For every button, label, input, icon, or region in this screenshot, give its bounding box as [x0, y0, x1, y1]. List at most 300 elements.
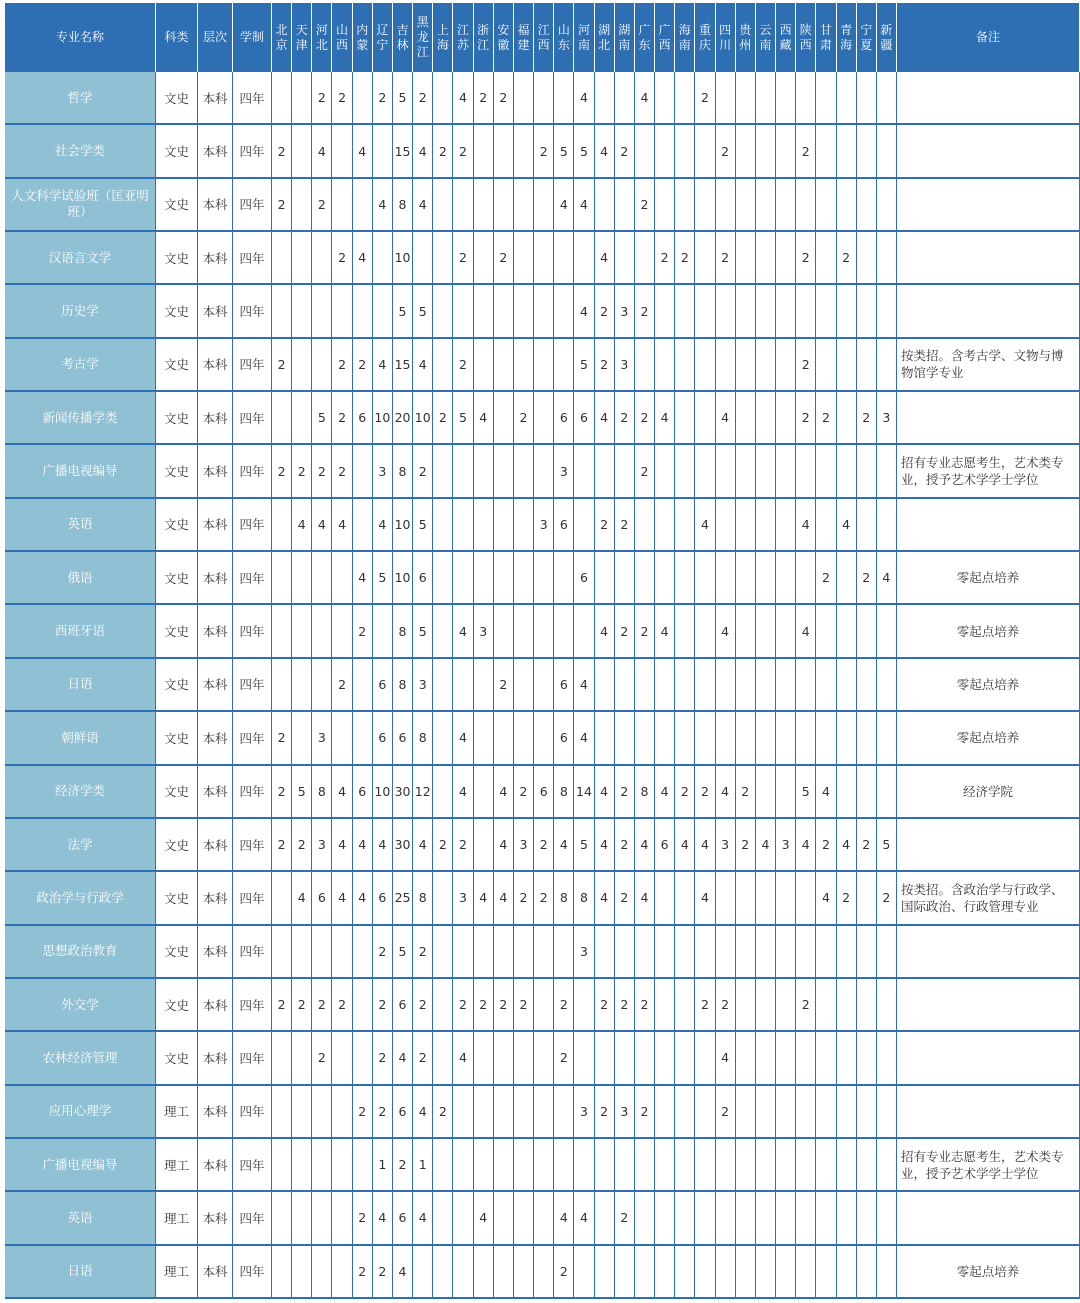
quota-cell: 4 [655, 766, 675, 819]
quota-cell: 2 [837, 872, 857, 925]
major-category: 文史 [156, 659, 198, 712]
quota-cell [514, 1246, 534, 1299]
quota-cell: 4 [635, 72, 655, 125]
quota-cell [353, 926, 373, 979]
quota-cell [736, 605, 756, 658]
quota-cell: 5 [453, 392, 473, 445]
quota-cell [615, 1032, 635, 1085]
quota-cell [292, 659, 312, 712]
quota-cell [514, 72, 534, 125]
quota-cell [877, 339, 897, 392]
major-duration: 四年 [233, 339, 272, 392]
quota-cell [534, 339, 554, 392]
quota-cell: 3 [615, 285, 635, 338]
quota-cell [736, 712, 756, 765]
quota-cell [312, 1246, 332, 1299]
quota-cell [312, 552, 332, 605]
quota-cell [816, 979, 836, 1032]
major-name: 法学 [5, 819, 156, 872]
remark-cell [897, 1086, 1080, 1139]
quota-cell: 3 [716, 819, 736, 872]
major-duration: 四年 [233, 766, 272, 819]
quota-cell [353, 979, 373, 1032]
quota-cell: 2 [796, 232, 816, 285]
remark-cell: 经济学院 [897, 766, 1080, 819]
quota-cell [877, 659, 897, 712]
major-duration: 四年 [233, 1246, 272, 1299]
quota-cell [373, 125, 393, 178]
quota-cell [736, 285, 756, 338]
quota-cell: 5 [292, 766, 312, 819]
quota-cell [332, 1032, 352, 1085]
quota-cell [857, 72, 877, 125]
quota-cell: 4 [716, 766, 736, 819]
quota-cell: 2 [332, 232, 352, 285]
quota-cell [776, 72, 796, 125]
major-category: 文史 [156, 926, 198, 979]
header-province: 云南 [756, 3, 776, 72]
header-province: 黑龙江 [413, 3, 433, 72]
quota-cell: 2 [514, 392, 534, 445]
quota-cell [332, 179, 352, 232]
quota-cell [655, 1192, 675, 1245]
quota-cell [332, 1086, 352, 1139]
quota-cell [877, 1192, 897, 1245]
quota-cell: 2 [494, 979, 514, 1032]
quota-cell: 4 [574, 659, 594, 712]
quota-cell: 4 [816, 872, 836, 925]
quota-cell [675, 1192, 695, 1245]
quota-cell: 10 [393, 499, 413, 552]
quota-cell [433, 979, 453, 1032]
quota-cell [776, 285, 796, 338]
quota-cell [474, 499, 494, 552]
quota-cell [433, 926, 453, 979]
quota-cell: 2 [695, 72, 715, 125]
quota-cell [595, 926, 615, 979]
quota-cell: 5 [574, 339, 594, 392]
quota-cell [816, 926, 836, 979]
quota-cell: 6 [393, 1192, 413, 1245]
quota-cell [776, 339, 796, 392]
quota-cell [272, 1086, 292, 1139]
quota-cell: 4 [574, 179, 594, 232]
quota-cell [837, 659, 857, 712]
quota-cell [494, 125, 514, 178]
quota-cell [272, 1139, 292, 1192]
quota-cell [494, 926, 514, 979]
quota-cell: 4 [494, 819, 514, 872]
quota-cell: 4 [332, 766, 352, 819]
quota-cell [736, 1032, 756, 1085]
quota-cell [675, 659, 695, 712]
header-province: 河南 [574, 3, 594, 72]
quota-cell [695, 659, 715, 712]
quota-cell [756, 605, 776, 658]
quota-cell [877, 712, 897, 765]
quota-cell: 2 [857, 552, 877, 605]
quota-cell [776, 766, 796, 819]
major-name: 日语 [5, 659, 156, 712]
quota-cell [433, 712, 453, 765]
quota-cell [816, 232, 836, 285]
quota-cell: 3 [514, 819, 534, 872]
quota-cell [776, 232, 796, 285]
remark-cell [897, 72, 1080, 125]
header-province: 湖北 [595, 3, 615, 72]
quota-cell: 8 [554, 872, 574, 925]
header-province: 辽宁 [373, 3, 393, 72]
quota-cell [716, 1246, 736, 1299]
major-name: 考古学 [5, 339, 156, 392]
quota-cell: 2 [272, 979, 292, 1032]
quota-cell: 6 [353, 766, 373, 819]
major-category: 文史 [156, 605, 198, 658]
quota-cell: 2 [514, 766, 534, 819]
quota-cell: 2 [373, 926, 393, 979]
major-category: 文史 [156, 285, 198, 338]
quota-cell [514, 232, 534, 285]
quota-cell: 8 [393, 179, 413, 232]
major-name: 经济学类 [5, 766, 156, 819]
major-duration: 四年 [233, 926, 272, 979]
quota-cell [695, 552, 715, 605]
quota-cell [736, 179, 756, 232]
quota-cell [514, 605, 534, 658]
quota-cell: 6 [655, 819, 675, 872]
quota-cell: 2 [716, 979, 736, 1032]
quota-cell: 2 [433, 125, 453, 178]
major-name: 俄语 [5, 552, 156, 605]
quota-cell [453, 1246, 473, 1299]
quota-cell: 2 [272, 179, 292, 232]
quota-cell: 8 [413, 872, 433, 925]
major-category: 文史 [156, 232, 198, 285]
quota-cell [756, 1086, 776, 1139]
major-duration: 四年 [233, 499, 272, 552]
quota-cell: 4 [716, 605, 736, 658]
remark-cell: 零起点培养 [897, 1246, 1080, 1299]
quota-cell: 4 [413, 339, 433, 392]
quota-cell: 5 [413, 499, 433, 552]
major-name: 朝鲜语 [5, 712, 156, 765]
quota-cell [877, 766, 897, 819]
quota-cell [736, 872, 756, 925]
major-category: 文史 [156, 766, 198, 819]
header-province: 宁夏 [857, 3, 877, 72]
quota-cell [574, 1032, 594, 1085]
quota-cell: 2 [292, 819, 312, 872]
quota-cell: 2 [453, 819, 473, 872]
quota-cell [514, 659, 534, 712]
quota-cell: 2 [413, 445, 433, 498]
quota-cell: 2 [272, 125, 292, 178]
quota-cell [776, 552, 796, 605]
quota-cell [312, 1139, 332, 1192]
quota-cell [837, 72, 857, 125]
header-province: 贵州 [736, 3, 756, 72]
quota-cell [716, 179, 736, 232]
quota-cell: 4 [816, 766, 836, 819]
major-category: 文史 [156, 872, 198, 925]
quota-cell: 4 [716, 392, 736, 445]
quota-cell: 2 [857, 819, 877, 872]
major-name: 英语 [5, 499, 156, 552]
quota-cell [373, 232, 393, 285]
remark-cell [897, 392, 1080, 445]
quota-cell: 4 [373, 179, 393, 232]
quota-cell [474, 712, 494, 765]
quota-cell: 8 [393, 445, 413, 498]
major-duration: 四年 [233, 1139, 272, 1192]
quota-cell: 4 [373, 499, 393, 552]
quota-cell [695, 125, 715, 178]
quota-cell [756, 232, 776, 285]
header-province: 青海 [837, 3, 857, 72]
quota-cell [857, 872, 877, 925]
quota-cell [474, 125, 494, 178]
major-category: 文史 [156, 819, 198, 872]
quota-cell [433, 605, 453, 658]
quota-cell [756, 179, 776, 232]
quota-cell: 4 [453, 712, 473, 765]
quota-cell: 2 [373, 1246, 393, 1299]
header-remark: 备注 [897, 3, 1080, 72]
quota-cell: 4 [413, 125, 433, 178]
major-duration: 四年 [233, 72, 272, 125]
header-province: 甘肃 [816, 3, 836, 72]
header-duration: 学制 [233, 3, 272, 72]
quota-cell: 2 [554, 979, 574, 1032]
quota-cell: 4 [453, 605, 473, 658]
quota-cell: 4 [393, 1032, 413, 1085]
quota-cell: 1 [373, 1139, 393, 1192]
header-level: 层次 [198, 3, 233, 72]
quota-cell: 4 [716, 1032, 736, 1085]
major-level: 本科 [198, 285, 233, 338]
quota-cell [595, 179, 615, 232]
quota-cell: 4 [332, 872, 352, 925]
major-category: 文史 [156, 979, 198, 1032]
quota-cell [635, 339, 655, 392]
quota-cell: 2 [675, 232, 695, 285]
quota-cell [635, 1139, 655, 1192]
quota-cell [635, 552, 655, 605]
quota-cell: 4 [554, 179, 574, 232]
quota-cell [514, 445, 534, 498]
quota-cell: 6 [312, 872, 332, 925]
quota-cell [716, 659, 736, 712]
quota-cell [272, 659, 292, 712]
quota-cell [857, 766, 877, 819]
quota-cell [776, 499, 796, 552]
major-category: 文史 [156, 392, 198, 445]
major-name: 汉语言文学 [5, 232, 156, 285]
quota-cell [857, 232, 877, 285]
quota-cell: 4 [353, 232, 373, 285]
quota-cell [534, 1246, 554, 1299]
quota-cell [312, 232, 332, 285]
quota-cell [332, 285, 352, 338]
quota-cell [494, 392, 514, 445]
quota-cell [574, 979, 594, 1032]
quota-cell [433, 1032, 453, 1085]
quota-cell [857, 979, 877, 1032]
major-duration: 四年 [233, 232, 272, 285]
quota-cell: 2 [373, 979, 393, 1032]
quota-cell [655, 659, 675, 712]
quota-cell [514, 285, 534, 338]
quota-cell [716, 712, 736, 765]
quota-cell [776, 712, 796, 765]
quota-cell [292, 339, 312, 392]
remark-cell [897, 125, 1080, 178]
quota-cell [494, 285, 514, 338]
quota-cell [534, 1086, 554, 1139]
quota-cell [272, 285, 292, 338]
quota-cell: 5 [796, 766, 816, 819]
quota-cell [373, 605, 393, 658]
major-duration: 四年 [233, 605, 272, 658]
quota-cell [615, 659, 635, 712]
quota-cell: 2 [272, 766, 292, 819]
quota-cell [877, 979, 897, 1032]
quota-cell: 4 [453, 1032, 473, 1085]
quota-cell [453, 1139, 473, 1192]
remark-cell [897, 819, 1080, 872]
quota-cell [292, 552, 312, 605]
major-name: 日语 [5, 1246, 156, 1299]
quota-cell [595, 1246, 615, 1299]
quota-cell [474, 285, 494, 338]
quota-cell: 2 [615, 1192, 635, 1245]
quota-cell [514, 1032, 534, 1085]
quota-cell: 4 [837, 499, 857, 552]
quota-cell [857, 339, 877, 392]
quota-cell [312, 605, 332, 658]
quota-cell [514, 179, 534, 232]
quota-cell [433, 499, 453, 552]
quota-cell: 2 [877, 872, 897, 925]
quota-cell [312, 659, 332, 712]
quota-cell: 5 [574, 125, 594, 178]
header-province: 天津 [292, 3, 312, 72]
header-province: 福建 [514, 3, 534, 72]
quota-cell: 5 [393, 926, 413, 979]
quota-cell [554, 1139, 574, 1192]
quota-cell [574, 605, 594, 658]
quota-cell [272, 1246, 292, 1299]
quota-cell [756, 712, 776, 765]
major-name: 农林经济管理 [5, 1032, 156, 1085]
quota-cell [837, 712, 857, 765]
major-level: 本科 [198, 499, 233, 552]
quota-cell [776, 872, 796, 925]
quota-cell [796, 285, 816, 338]
quota-cell: 4 [756, 819, 776, 872]
quota-cell: 3 [312, 712, 332, 765]
quota-cell [433, 659, 453, 712]
quota-cell [857, 605, 877, 658]
quota-cell [857, 445, 877, 498]
quota-cell [756, 285, 776, 338]
quota-cell: 4 [796, 605, 816, 658]
quota-cell: 4 [413, 819, 433, 872]
quota-cell [635, 232, 655, 285]
quota-cell [675, 392, 695, 445]
quota-cell: 2 [534, 125, 554, 178]
header-province: 新疆 [877, 3, 897, 72]
quota-cell [595, 1192, 615, 1245]
quota-cell: 4 [595, 392, 615, 445]
quota-cell: 2 [635, 1086, 655, 1139]
quota-cell [413, 1246, 433, 1299]
quota-cell [574, 499, 594, 552]
quota-cell [433, 232, 453, 285]
quota-cell: 4 [453, 766, 473, 819]
quota-cell: 3 [413, 659, 433, 712]
quota-cell [332, 712, 352, 765]
quota-cell [312, 1086, 332, 1139]
quota-cell [695, 1192, 715, 1245]
quota-cell [353, 499, 373, 552]
quota-cell: 4 [595, 872, 615, 925]
quota-cell: 2 [433, 819, 453, 872]
quota-cell: 4 [413, 1192, 433, 1245]
quota-cell [655, 125, 675, 178]
quota-cell: 8 [393, 605, 413, 658]
quota-cell [272, 1032, 292, 1085]
quota-cell: 2 [353, 339, 373, 392]
header-province: 安徽 [494, 3, 514, 72]
quota-cell [534, 445, 554, 498]
quota-cell: 2 [292, 979, 312, 1032]
quota-cell [675, 1246, 695, 1299]
quota-cell: 5 [413, 285, 433, 338]
quota-cell [857, 285, 877, 338]
quota-cell [292, 232, 312, 285]
quota-cell [433, 1139, 453, 1192]
quota-cell: 2 [474, 72, 494, 125]
quota-cell [816, 72, 836, 125]
quota-cell [655, 339, 675, 392]
quota-cell [494, 1139, 514, 1192]
quota-cell [776, 125, 796, 178]
quota-cell: 6 [373, 872, 393, 925]
quota-cell [837, 285, 857, 338]
quota-cell [474, 819, 494, 872]
major-duration: 四年 [233, 392, 272, 445]
quota-cell [292, 1139, 312, 1192]
quota-cell [877, 179, 897, 232]
quota-cell [816, 605, 836, 658]
quota-cell: 2 [716, 125, 736, 178]
quota-cell [433, 872, 453, 925]
quota-cell [675, 712, 695, 765]
quota-cell [837, 179, 857, 232]
quota-cell: 8 [393, 659, 413, 712]
quota-cell [675, 926, 695, 979]
quota-cell: 2 [453, 979, 473, 1032]
quota-cell [554, 339, 574, 392]
quota-cell [736, 1192, 756, 1245]
quota-cell [494, 1086, 514, 1139]
header-province: 四川 [716, 3, 736, 72]
quota-cell [736, 499, 756, 552]
major-duration: 四年 [233, 125, 272, 178]
quota-cell [675, 605, 695, 658]
quota-cell [433, 1246, 453, 1299]
